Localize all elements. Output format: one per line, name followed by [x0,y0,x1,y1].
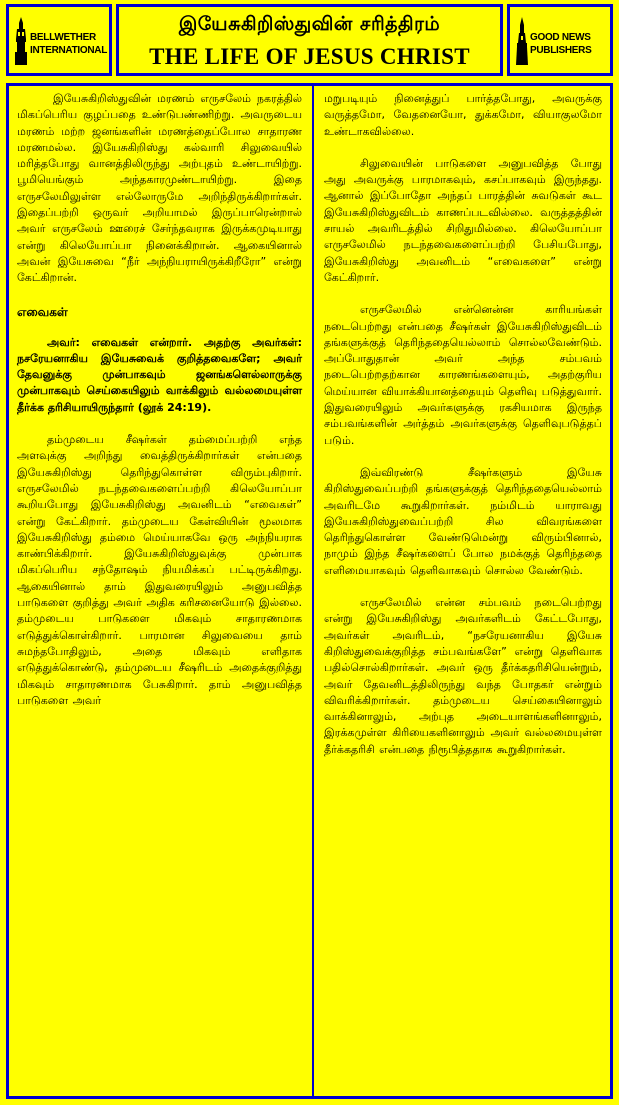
paragraph: எருசலேமில் என்னென்ன காரியங்கள் நடைபெற்றது என்பதை சீஷர்கள் இயேசுகிறிஸ்துவிடம் தங்களுக்குத் தெரிந்ததையெல்லாம் சொல்லவேண்டும். அப்போதுதான் அவர் அந்த சம்பவம் நடைபெற்றதற்கான காரணங்களையும், அதற்குரிய மெய்யான வியாக்கியானத்தையும் தெளிவு படுத்துவார். இதுவரையிலும் அவர்களுக்கு ரகசியமாக இருந்த சம்பவங்களின் அர்த்தம் அவர்களுக்கு தெளிவுபடுத்தப் படும். [324,303,602,447]
paragraph: மறுபடியும் நினைத்துப் பார்த்தபோது, அவருக்கு வருத்தமோ, வேதனையோ, துக்கமோ, வியாகுலமோ உண்டாகவில்லை. [324,92,602,138]
title-tamil: இயேசுகிறிஸ்துவின் சரித்திரம் [178,13,441,35]
article-frame [6,83,613,1099]
tower-icon [515,17,529,65]
header [6,4,613,76]
paragraph: சிலுவையின் பாடுகளை அனுபவித்த போது அது அவருக்கு பாரமாகவும், கசப்பாகவும் இருந்தது. ஆனால் இப்போதோ அந்தப் பாரத்தின் சுவடுகள் கூட இயேசுகிறிஸ்துவிடம் காணப்படவில்லை. வருத்தத்தின் சாயல் அவரிடத்தில் சிறிதுமில்லை. கிலெயோப்பா எருசலேமில் நடந்தவைகளைப்பற்றி பேசியபோது, இயேசுகிறிஸ்து அவனிடம் “எவைகளை” என்று கேட்கிறார். [324,156,602,284]
paragraph: எருசலேமில் என்ன சம்பவம் நடைபெற்றது என்று இயேசுகிறிஸ்து அவர்களிடம் கேட்டபோது, அவர்கள் அவரிடம், “நசரேயனாகிய இயேசு கிறிஸ்துவைக்குறித்த சம்பவங்களே” என்று தெளிவாக பதில்சொல்கிறார்கள். அவர் ஒரு தீர்க்கதரிசியென்றும், அவர் தேவனிடத்திலிருந்து வந்த போதகர் என்றும் விவரிக்கிறார்கள். தம்முடைய செய்கையினாலும் வாக்கினாலும், அற்புத அடையாளங்களினாலும், இரக்கமுள்ள கிரியைகளினாலும் அவர் வல்லமையுள்ள தீர்க்கதரிசி என்பதை நிரூபித்ததாக கூறுகிறார்கள். [324,596,602,756]
paragraph: தம்முடைய சீஷர்கள் தம்மைப்பற்றி எந்த அளவுக்கு அறிந்து வைத்திருக்கிறார்கள் என்பதை இயேசுகிறிஸ்து தெரிந்துகொள்ள விரும்புகிறார். எருசலேமில் நடந்தவைகளைப்பற்றி கிலெயோப்பா கூறியபோது இயேசுகிறிஸ்து அவனிடம் “எவைகள்” என்று கேட்கிறார். தம்முடைய கேள்வியின் மூலமாக இயேசுகிறிஸ்து தம்மை மெய்யாகவே ஒரு அந்நியராக காண்பிக்கிறார். இயேசுகிறிஸ்துவுக்கு முன்பாக மிகப்பெரிய சந்தோஷம் நியமிக்கப் பட்டிருக்கிறது. ஆகையினால் தாம் இதுவரையிலும் அனுபவித்த பாடுகளை குறித்து அவர் அதிக கரிசனையோடு இல்லை. தம்முடைய பாடுகளை மிகவும் சாதாரணமாக எடுத்துக்கொள்கிறார். பாரமான சிலுவையை தாம் சுமந்தபோதிலும், அதை மிகவும் எளிதாக எடுத்துக்கொண்டு, தம்முடைய சீஷரிடம் அதைக்குறித்து மிகவும் சாதாரணமாக பேசுகிறார். தாம் அனுபவித்த பாடுகளை அவர் [17,433,302,707]
paragraph: இயேசுகிறிஸ்துவின் மரணம் எருசலேம் நகரத்தில் மிகப்பெரிய குழப்பதை உண்டுபண்ணிற்று. அவருடைய மரணம் மற்ற ஜனங்களின் மரணத்தைப்போல சாதாரண மரணமல்ல. இயேசுகிறிஸ்து கல்வாரி சிலுவையில் மரித்தபோது வானத்திலிருந்து அற்புதம் உண்டாயிற்று. பூமியெங்கும் அந்தகாரமுண்டாயிற்று. இதை எருசலேமிலுள்ள எல்லோருமே அறிந்திருக்கிறார்கள். இதைப்பற்றி ஒருவர் அறியாமல் இருப்பாரென்றால் அவர் எருசலேம் ஊரைச் சேர்ந்தவராக இருக்கமுடியாது என்று கிலெயோப்பா நினைக்கிறான். ஆகையினால் அவன் இயேசுவை “நீர் அந்நியராயிருக்கிறீரோ” என்று கேட்கிறான். [17,92,302,285]
bellwether-logo [6,4,112,76]
right-column [312,86,610,1096]
good-news-logo [507,4,613,76]
title-english: THE LIFE OF JESUS CHRIST [149,44,470,69]
left-column [9,86,312,1096]
section-heading: எவைகள் [17,304,68,319]
paragraph: இவ்விரண்டு சீஷர்களும் இயேசு கிறிஸ்துவைப்பற்றி தங்களுக்குத் தெரிந்ததையெல்லாம் அவரிடமே கூறுகிறார்கள். நம்மிடம் யாராவது இயேசுகிறிஸ்துவைப்பற்றி சில விவரங்களை தெரிந்துகொள்ள வேண்டுமென்று விரும்பினால், நாமும் இந்த சீஷர்களைப் போல நமக்குத் தெரிந்ததை எளிமையாகவும் தெளிவாகவும் சொல்ல வேண்டும். [324,465,602,577]
bellwether-logo-text: BELLWETHER INTERNATIONAL [30,32,108,56]
scripture-quote: அவர்: எவைகள் என்றார். அதற்கு அவர்கள்: நசரேயனாகிய இயேசுவைக் குறித்தவைகளே; அவர் தேவனுக்கு முன்பாகவும் ஜனங்களெல்லாருக்கு முன்பாகவும் செய்கையிலும் வாக்கிலும் வல்லமையுள்ள தீர்க்க தரிசியாயிருந்தார் (லூக் 24:19). [17,335,302,414]
good-news-logo-text: GOOD NEWS PUBLISHERS [530,32,592,56]
title-banner [116,4,503,76]
bell-tower-icon [14,17,28,65]
